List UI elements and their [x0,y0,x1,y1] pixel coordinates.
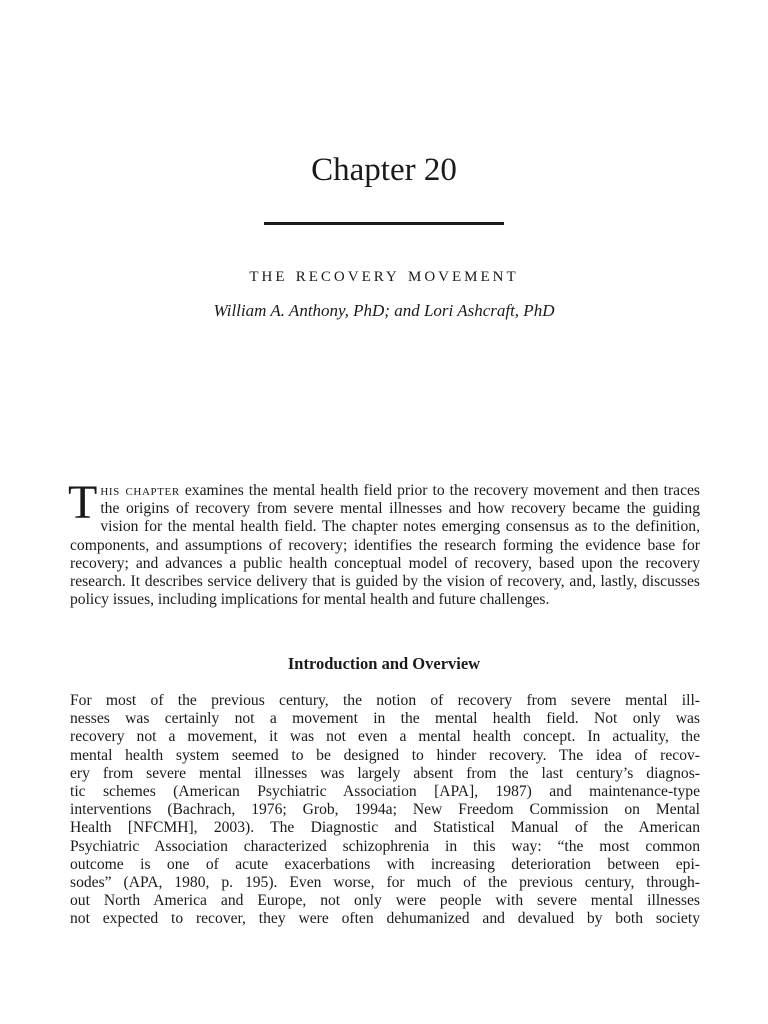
body-line: interventions (Bachrach, 1976; Grob, 1994a; New Freedom Commission on Mental [70,801,700,819]
body-line: sodes” (APA, 1980, p. 195). Even worse, for much of the previous century, through- [70,874,700,892]
chapter-authors: William A. Anthony, PhD; and Lori Ashcraft, PhD [213,301,555,320]
body-line: Psychiatric Association characterized schizophrenia in this way: “the most common [70,837,700,855]
chapter-number: Chapter 20 [311,152,457,188]
section-heading: Introduction and Overview [287,654,481,673]
body-line: mental health system seemed to be designed to hinder recovery. The idea of recov- [70,746,700,764]
drop-cap: T [68,476,98,529]
body-line: For most of the previous century, the notion of recovery from severe mental ill- [70,692,700,709]
body-line: not expected to recover, they were often dehumanized and devalued by both society [70,910,700,928]
chapter-title: the recovery movement [249,262,519,286]
body-line: outcome is one of acute exacerbations with increasing deterioration between epi- [70,855,700,873]
title-rule [264,222,504,225]
section-body [70,692,700,929]
body-line: recovery not a movement, it was not even a mental health concept. In actuality, the [70,728,700,746]
body-line: out North America and Europe, not only were people with severe mental illnesses [70,892,700,910]
body-line: tic schemes (American Psychiatric Association [APA], 1987) and maintenance-type [70,783,700,801]
abstract-lead-in: his chapter [100,482,180,499]
body-line: ery from severe mental illnesses was largely absent from the last century’s diagnos- [70,764,700,782]
chapter-abstract [68,476,701,609]
abstract-text: examines the mental health field prior to the recovery movement and then traces the origins of recovery from severe mental illnesses and how recovery became the guiding vision for the mental health field. The chapter notes emerging consensus as to the definition, components, and assumptions of recovery; identifies the research forming the evidence base for recovery; and advances a public health conceptual model of recovery, based upon the recovery research. It describes service delivery that is guided by the vision of recovery, and, lastly, discusses policy issues, including implications for mental health and future challenges. [70,482,701,609]
body-line: nesses was certainly not a movement in the mental health field. Not only was [70,710,700,728]
body-line: Health [NFCMH], 2003). The Diagnostic and Statistical Manual of the American [70,819,700,837]
